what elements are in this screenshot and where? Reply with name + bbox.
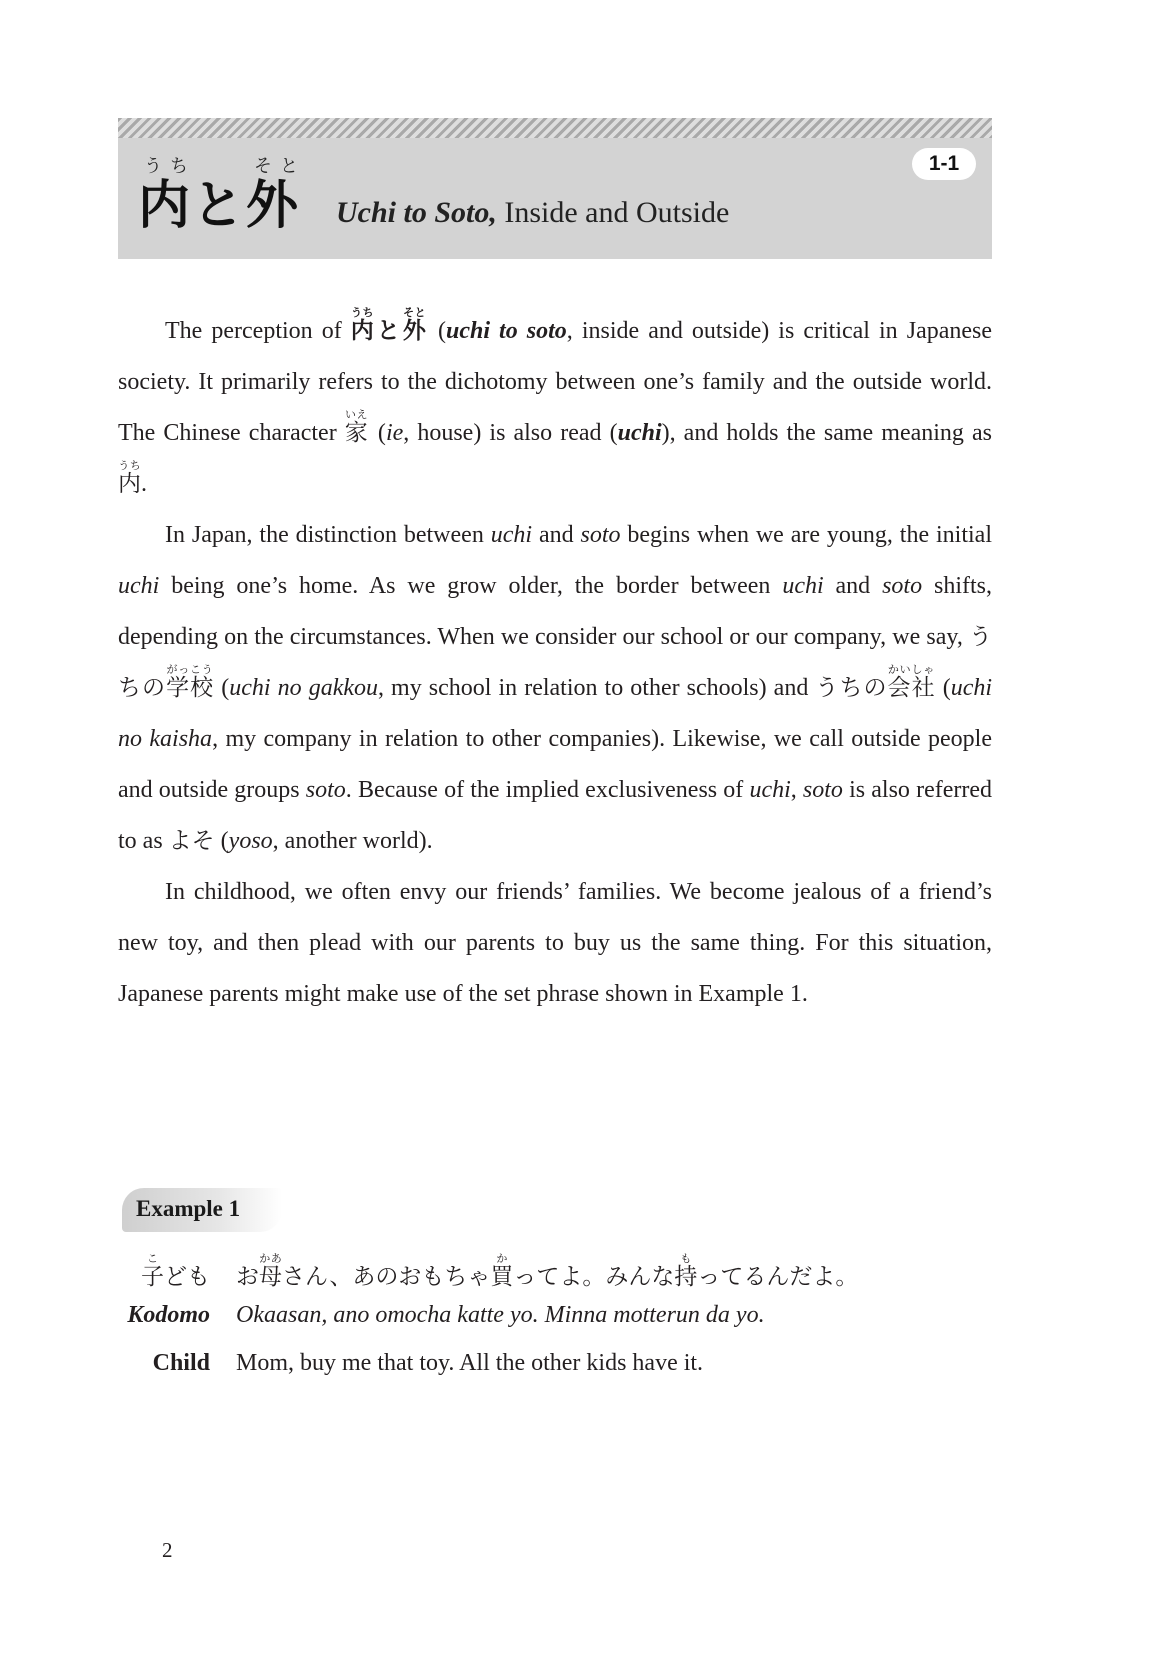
- page-number: 2: [162, 1538, 173, 1562]
- title-ruby-uchi: うち: [144, 156, 196, 177]
- paragraph-2: In Japan, the distinction between uchi and soto begins when we are young, the initial uchi being one’s home. As we grow older, the border between uchi and soto shifts, depending on the circumstances. When we consider our school or our company, we say, うちの学校がっこう (uchi no gakkou, my school in relation to other schools) and うちの会社かいしゃ (uchi no kaisha, my company in relation to other companies). Likewise, we call outside people and outside groups soto. Because of the implied exclusiveness of uchi, soto is also referred to as よそ (yoso, another world).: [118, 522, 993, 854]
- paragraph-3: In childhood, we often envy our friends’ families. We become jealous of a friend’s new toy, and then plead with our parents to buy us the same thing. For this situation, Japanese parents might make use of the set phrase shown in Example 1.: [118, 879, 992, 1007]
- title-english: [336, 196, 729, 230]
- dialogue-japanese: お母かあさん、あのおもちゃ買かってよ。みんな持もってるんだよ。: [236, 1252, 859, 1290]
- title-translation: Inside and Outside: [496, 196, 730, 229]
- section-header: [118, 118, 992, 259]
- example-label: [122, 1188, 282, 1232]
- speaker-english: Child: [152, 1350, 210, 1376]
- example-romaji-line: [118, 1302, 1018, 1329]
- section-number-badge: 1-1: [912, 148, 976, 180]
- dialogue-romaji: Okaasan, ano omocha katte yo. Minna motterun da yo.: [236, 1302, 765, 1328]
- speaker-japanese: 子こども: [141, 1252, 210, 1290]
- example-japanese-line: [118, 1252, 1018, 1291]
- example-label-text: Example 1: [136, 1196, 241, 1221]
- dialogue-english: Mom, buy me that toy. All the other kids have it.: [236, 1350, 704, 1376]
- title-japanese: 内と外: [138, 176, 301, 236]
- paragraph-1: The perception of 内うちと外そと (uchi to soto, inside and outside) is critical in Japanese society. It primarily refers to the dichotomy between one’s family and the outside world. The Chinese character 家いえ (ie, house) is also read (uchi), and holds the same meaning as 内うち.: [118, 306, 993, 497]
- title-romaji: Uchi to Soto,: [336, 196, 497, 229]
- title-ruby-soto: そと: [254, 156, 306, 177]
- speaker-romaji: Kodomo: [127, 1302, 210, 1328]
- body-text: [118, 306, 992, 1020]
- decorative-band: [118, 118, 992, 138]
- example-english-line: [118, 1350, 1018, 1377]
